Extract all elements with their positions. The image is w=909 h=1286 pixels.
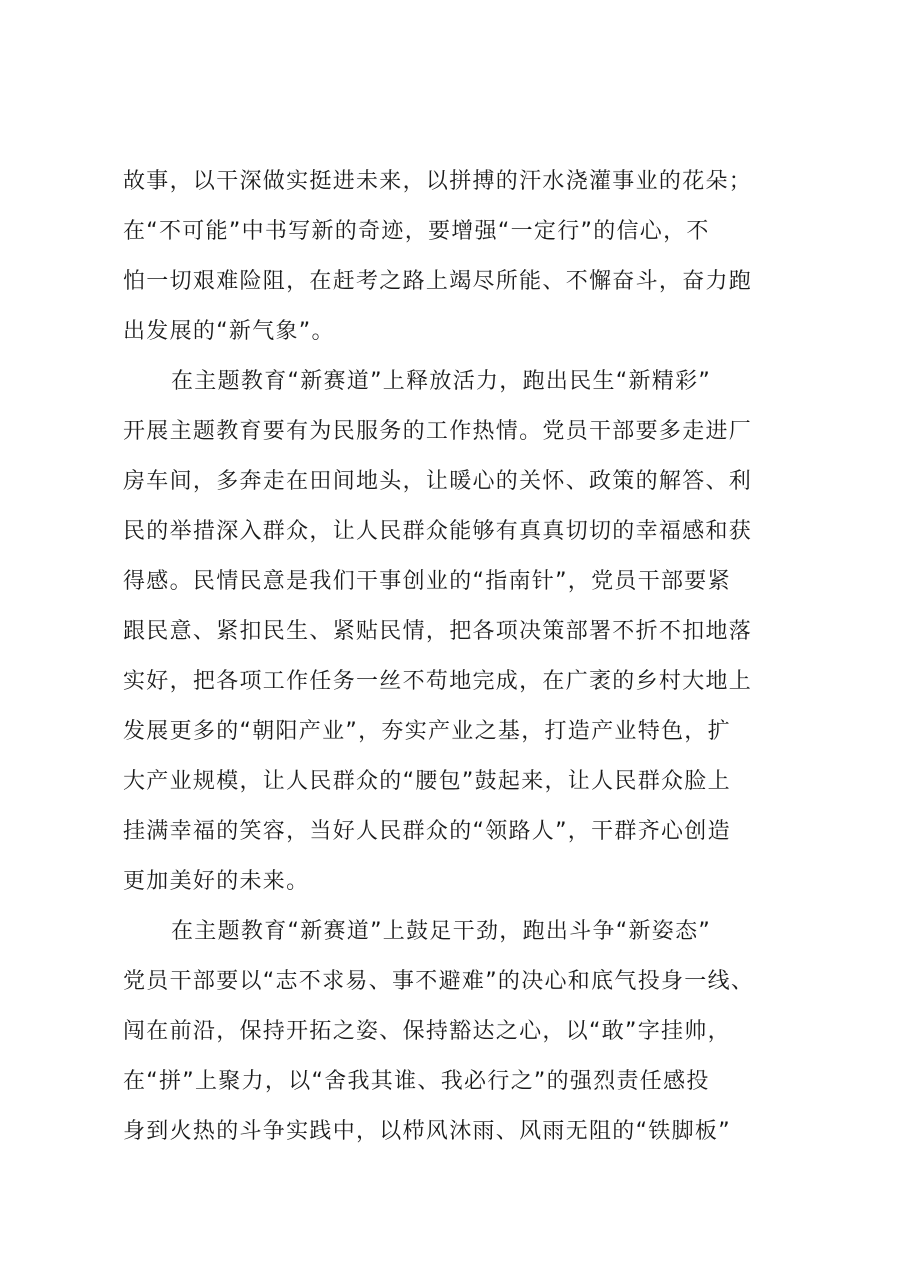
- text-line: 身到火热的斗争实践中，以栉风沐雨、风雨无阻的“铁脚板”: [123, 1119, 731, 1144]
- text-line: 出发展的“新气象”。: [123, 319, 335, 344]
- text-line: 挂满幸福的笑容，当好人民群众的“领路人”，干群齐心创造: [123, 819, 731, 844]
- text-line: 房车间，多奔走在田间地头，让暖心的关怀、政策的解答、利: [123, 469, 753, 494]
- text-line: 发展更多的“朝阳产业”，夯实产业之基，打造产业特色，扩: [123, 719, 731, 744]
- text-line: 民的举措深入群众，让人民群众能够有真真切切的幸福感和获: [123, 519, 753, 544]
- text-line: 党员干部要以“志不求易、事不避难”的决心和底气投身一线、: [123, 969, 755, 994]
- text-line: 怕一切艰难险阻，在赶考之路上竭尽所能、不懈奋斗，奋力跑: [123, 269, 753, 294]
- text-line: 故事，以干深做实挺进未来，以拼搏的汗水浇灌事业的花朵；: [123, 169, 753, 194]
- text-line: 实好，把各项工作任务一丝不苟地完成，在广袤的乡村大地上: [123, 669, 753, 694]
- text-line: 跟民意、紧扣民生、紧贴民情，把各项决策部署不折不扣地落: [123, 619, 753, 644]
- text-line: 大产业规模，让人民群众的“腰包”鼓起来，让人民群众脸上: [123, 769, 731, 794]
- section-heading: 在主题教育“新赛道”上释放活力，跑出民生“新精彩”: [171, 369, 712, 394]
- text-line: 在“不可能”中书写新的奇迹，要增强“一定行”的信心，不: [123, 219, 710, 244]
- text-line: 在“拼”上聚力，以“舍我其谁、我必行之”的强烈责任感投: [123, 1069, 710, 1094]
- text-line: 更加美好的未来。: [123, 869, 310, 894]
- text-line: 开展主题教育要有为民服务的工作热情。党员干部要多走进厂: [123, 419, 753, 444]
- text-line: 闯在前沿，保持开拓之姿、保持豁达之心，以“敢”字挂帅，: [123, 1019, 731, 1044]
- text-line: 得感。民情民意是我们干事创业的“指南针”，党员干部要紧: [123, 569, 731, 594]
- section-heading: 在主题教育“新赛道”上鼓足干劲，跑出斗争“新姿态”: [171, 919, 712, 944]
